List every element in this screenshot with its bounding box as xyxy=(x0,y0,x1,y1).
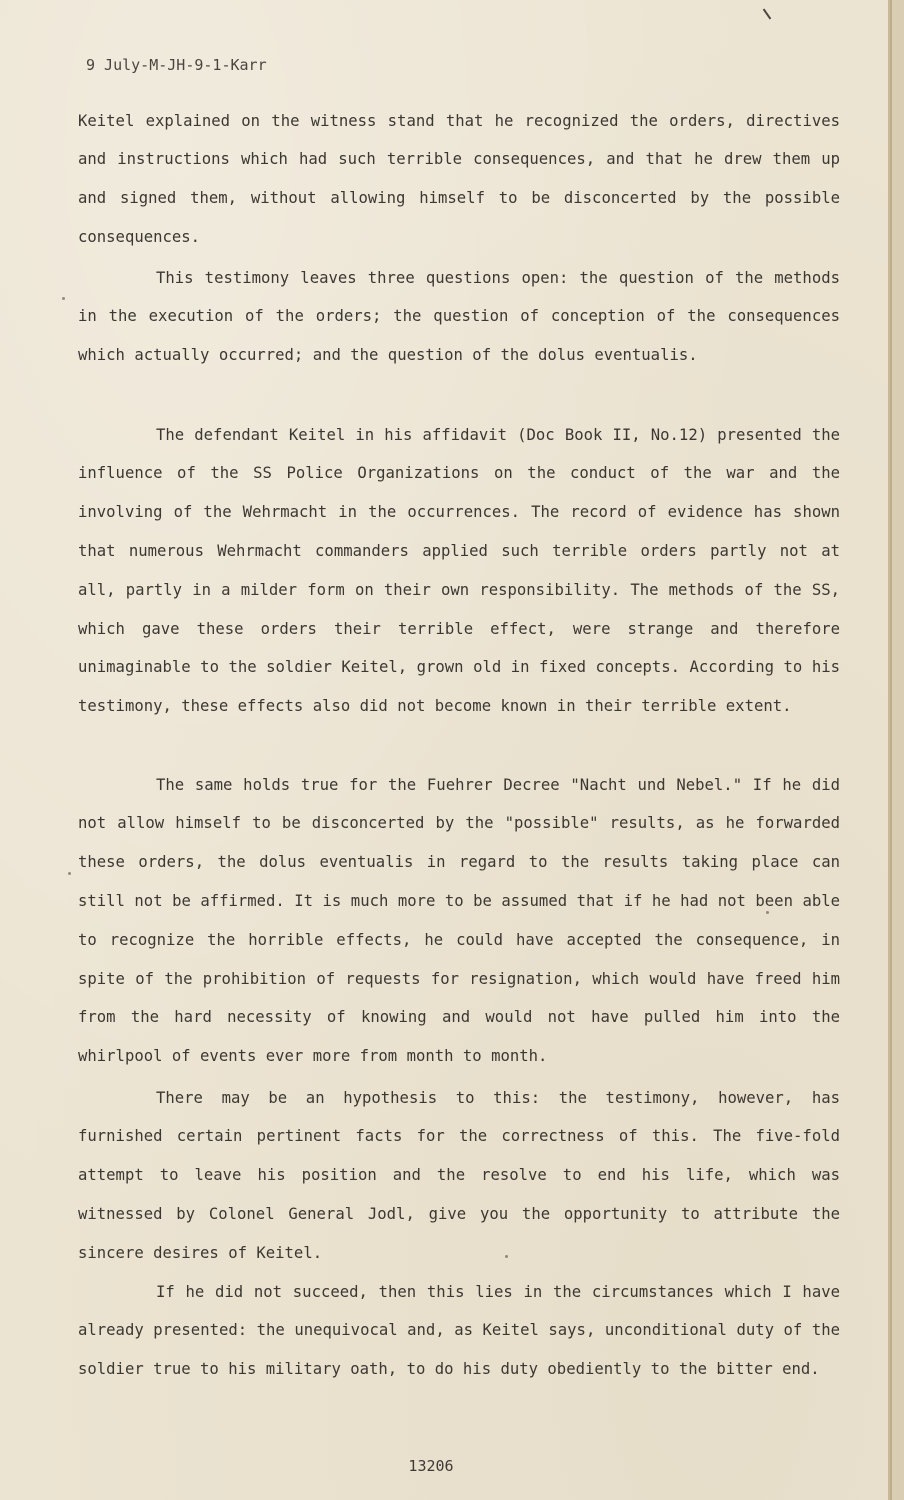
paper-speck xyxy=(68,872,71,875)
paper-speck xyxy=(766,911,769,914)
paragraph-2: This testimony leaves three questions open: the question of the methods in the execution of the orders; the question of conception of the consequences which actually occurred; and the question of the dolus eventualis. xyxy=(78,268,840,365)
document-reference-header: 9 July-M-JH-9-1-Karr xyxy=(86,56,267,74)
paragraph-1: Keitel explained on the witness stand that he recognized the orders, directives and instructions which had such terrible consequences, and that he drew them up and signed them, without allowing himself to be disconcerted by the possible consequences. xyxy=(78,111,840,246)
paragraph-4: The same holds true for the Fuehrer Decree "Nacht und Nebel." If he did not allow himself to be disconcerted by the "possible" results, as he forwarded these orders, the dolus eventualis in regard to the results taking place can still not be affirmed. It is much more to be assumed that if he had not been able to recognize the horrible effects, he could have accepted the consequence, in spite of the prohibition of requests for resignation, which would have freed him from the hard necessity of knowing and would not have pulled him into the whirlpool of events ever more from month to month. xyxy=(78,775,840,1066)
paper-speck xyxy=(505,1255,508,1258)
page-number: 13206 xyxy=(408,1457,454,1475)
paragraph-5: There may be an hypothesis to this: the testimony, however, has furnished certain pertinent facts for the correctness of this. The five-fold attempt to leave his position and the resolve to end his life, which was witnessed by Colonel General Jodl, give you the opportunity to attribute the sincere desires of Keitel. xyxy=(78,1088,840,1262)
corner-pen-mark xyxy=(763,9,772,20)
paragraph-3: The defendant Keitel in his affidavit (Doc Book II, No.12) presented the influence of the SS Police Organizations on the conduct of the war and the involving of the Wehrmacht in the occurrences. The record of evidence has shown that numerous Wehrmacht commanders applied such terrible orders partly not at all, partly in a milder form on their own responsibility. The methods of the SS, which gave these orders their terrible effect, were strange and therefore unimaginable to the soldier Keitel, grown old in fixed concepts. According to his testimony, these effects also did not become known in their terrible extent. xyxy=(78,425,840,716)
paper-speck xyxy=(62,297,65,300)
paragraph-6: If he did not succeed, then this lies in the circumstances which I have already presented: the unequivocal and, as Keitel says, unconditional duty of the soldier true to his military oath, to do his duty obediently to the bitter end. xyxy=(78,1282,840,1379)
